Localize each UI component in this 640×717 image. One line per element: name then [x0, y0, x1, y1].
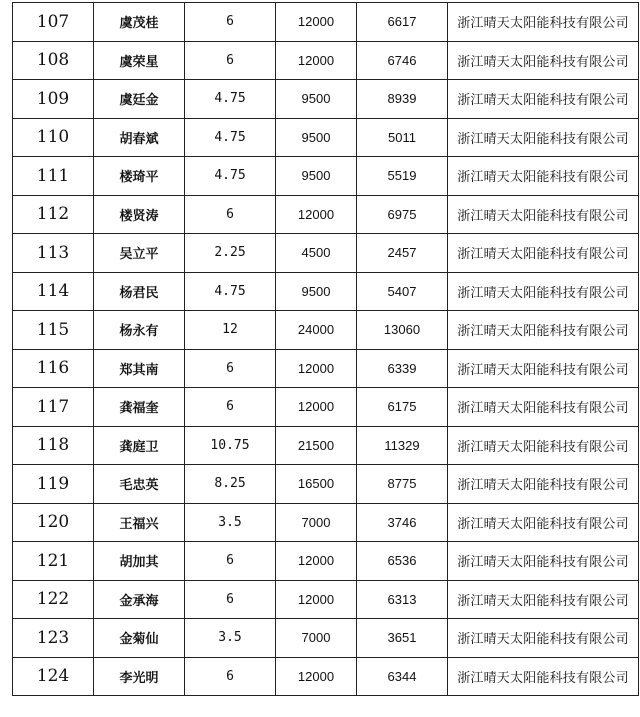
row-number-cell: 111 — [13, 157, 94, 196]
paid-amount-cell: 6339 — [357, 349, 448, 388]
total-amount-cell: 9500 — [276, 118, 357, 157]
row-number-cell: 110 — [13, 118, 94, 157]
paid-amount-cell: 2457 — [357, 234, 448, 273]
person-name-cell: 金承海 — [94, 580, 185, 619]
company-cell: 浙江晴天太阳能科技有限公司 — [448, 118, 639, 157]
total-amount-cell: 9500 — [276, 80, 357, 119]
paid-amount-cell: 5519 — [357, 157, 448, 196]
table-row — [13, 195, 639, 234]
paid-amount-cell: 6617 — [357, 3, 448, 42]
company-cell: 浙江晴天太阳能科技有限公司 — [448, 542, 639, 581]
area-cell: 6 — [185, 542, 276, 581]
row-number-cell: 108 — [13, 41, 94, 80]
table-row — [13, 619, 639, 658]
total-amount-cell: 12000 — [276, 195, 357, 234]
total-amount-cell: 24000 — [276, 311, 357, 350]
table-row — [13, 311, 639, 350]
row-number-cell: 107 — [13, 3, 94, 42]
company-cell: 浙江晴天太阳能科技有限公司 — [448, 426, 639, 465]
total-amount-cell: 12000 — [276, 3, 357, 42]
row-number-cell: 122 — [13, 580, 94, 619]
total-amount-cell: 12000 — [276, 349, 357, 388]
row-number-cell: 115 — [13, 311, 94, 350]
company-cell: 浙江晴天太阳能科技有限公司 — [448, 465, 639, 504]
person-name-cell: 吴立平 — [94, 234, 185, 273]
row-number-cell: 109 — [13, 80, 94, 119]
area-cell: 10.75 — [185, 426, 276, 465]
table-row — [13, 3, 639, 42]
table-row — [13, 349, 639, 388]
total-amount-cell: 12000 — [276, 388, 357, 427]
total-amount-cell: 16500 — [276, 465, 357, 504]
table-row — [13, 465, 639, 504]
total-amount-cell: 9500 — [276, 157, 357, 196]
table-row — [13, 388, 639, 427]
total-amount-cell: 12000 — [276, 657, 357, 696]
person-name-cell: 杨永有 — [94, 311, 185, 350]
area-cell: 6 — [185, 657, 276, 696]
table-body — [13, 3, 639, 696]
person-name-cell: 虞茂桂 — [94, 3, 185, 42]
person-name-cell: 胡加其 — [94, 542, 185, 581]
paid-amount-cell: 6344 — [357, 657, 448, 696]
person-name-cell: 虞荣星 — [94, 41, 185, 80]
total-amount-cell: 12000 — [276, 580, 357, 619]
company-cell: 浙江晴天太阳能科技有限公司 — [448, 195, 639, 234]
total-amount-cell: 12000 — [276, 41, 357, 80]
paid-amount-cell: 13060 — [357, 311, 448, 350]
company-cell: 浙江晴天太阳能科技有限公司 — [448, 80, 639, 119]
table-row — [13, 426, 639, 465]
data-table — [12, 2, 639, 696]
row-number-cell: 114 — [13, 272, 94, 311]
person-name-cell: 王福兴 — [94, 503, 185, 542]
row-number-cell: 113 — [13, 234, 94, 273]
area-cell: 6 — [185, 41, 276, 80]
area-cell: 2.25 — [185, 234, 276, 273]
area-cell: 4.75 — [185, 118, 276, 157]
person-name-cell: 楼琦平 — [94, 157, 185, 196]
area-cell: 6 — [185, 3, 276, 42]
row-number-cell: 118 — [13, 426, 94, 465]
company-cell: 浙江晴天太阳能科技有限公司 — [448, 657, 639, 696]
area-cell: 12 — [185, 311, 276, 350]
row-number-cell: 124 — [13, 657, 94, 696]
table-row — [13, 657, 639, 696]
person-name-cell: 毛忠英 — [94, 465, 185, 504]
person-name-cell: 虞廷金 — [94, 80, 185, 119]
table-row — [13, 542, 639, 581]
area-cell: 4.75 — [185, 80, 276, 119]
person-name-cell: 杨君民 — [94, 272, 185, 311]
row-number-cell: 117 — [13, 388, 94, 427]
person-name-cell: 龚庭卫 — [94, 426, 185, 465]
company-cell: 浙江晴天太阳能科技有限公司 — [448, 41, 639, 80]
table-row — [13, 234, 639, 273]
paid-amount-cell: 3651 — [357, 619, 448, 658]
area-cell: 4.75 — [185, 157, 276, 196]
company-cell: 浙江晴天太阳能科技有限公司 — [448, 349, 639, 388]
total-amount-cell: 4500 — [276, 234, 357, 273]
row-number-cell: 121 — [13, 542, 94, 581]
person-name-cell: 龚福奎 — [94, 388, 185, 427]
paid-amount-cell: 5011 — [357, 118, 448, 157]
table-row — [13, 272, 639, 311]
company-cell: 浙江晴天太阳能科技有限公司 — [448, 272, 639, 311]
table-row — [13, 503, 639, 542]
row-number-cell: 116 — [13, 349, 94, 388]
paid-amount-cell: 3746 — [357, 503, 448, 542]
total-amount-cell: 7000 — [276, 503, 357, 542]
company-cell: 浙江晴天太阳能科技有限公司 — [448, 580, 639, 619]
row-number-cell: 123 — [13, 619, 94, 658]
paid-amount-cell: 8775 — [357, 465, 448, 504]
person-name-cell: 李光明 — [94, 657, 185, 696]
area-cell: 6 — [185, 349, 276, 388]
area-cell: 8.25 — [185, 465, 276, 504]
area-cell: 3.5 — [185, 619, 276, 658]
paid-amount-cell: 6313 — [357, 580, 448, 619]
paid-amount-cell: 6175 — [357, 388, 448, 427]
paid-amount-cell: 6536 — [357, 542, 448, 581]
table-row — [13, 41, 639, 80]
table-row — [13, 80, 639, 119]
table-row — [13, 580, 639, 619]
paid-amount-cell: 8939 — [357, 80, 448, 119]
company-cell: 浙江晴天太阳能科技有限公司 — [448, 234, 639, 273]
total-amount-cell: 21500 — [276, 426, 357, 465]
person-name-cell: 金菊仙 — [94, 619, 185, 658]
total-amount-cell: 9500 — [276, 272, 357, 311]
company-cell: 浙江晴天太阳能科技有限公司 — [448, 3, 639, 42]
area-cell: 4.75 — [185, 272, 276, 311]
person-name-cell: 郑其南 — [94, 349, 185, 388]
company-cell: 浙江晴天太阳能科技有限公司 — [448, 388, 639, 427]
area-cell: 6 — [185, 195, 276, 234]
row-number-cell: 112 — [13, 195, 94, 234]
person-name-cell: 胡春斌 — [94, 118, 185, 157]
total-amount-cell: 7000 — [276, 619, 357, 658]
row-number-cell: 120 — [13, 503, 94, 542]
area-cell: 3.5 — [185, 503, 276, 542]
table-row — [13, 157, 639, 196]
area-cell: 6 — [185, 388, 276, 427]
area-cell: 6 — [185, 580, 276, 619]
company-cell: 浙江晴天太阳能科技有限公司 — [448, 311, 639, 350]
row-number-cell: 119 — [13, 465, 94, 504]
paid-amount-cell: 6746 — [357, 41, 448, 80]
paid-amount-cell: 11329 — [357, 426, 448, 465]
paid-amount-cell: 6975 — [357, 195, 448, 234]
total-amount-cell: 12000 — [276, 542, 357, 581]
person-name-cell: 楼贤涛 — [94, 195, 185, 234]
company-cell: 浙江晴天太阳能科技有限公司 — [448, 619, 639, 658]
table-row — [13, 118, 639, 157]
company-cell: 浙江晴天太阳能科技有限公司 — [448, 503, 639, 542]
company-cell: 浙江晴天太阳能科技有限公司 — [448, 157, 639, 196]
paid-amount-cell: 5407 — [357, 272, 448, 311]
